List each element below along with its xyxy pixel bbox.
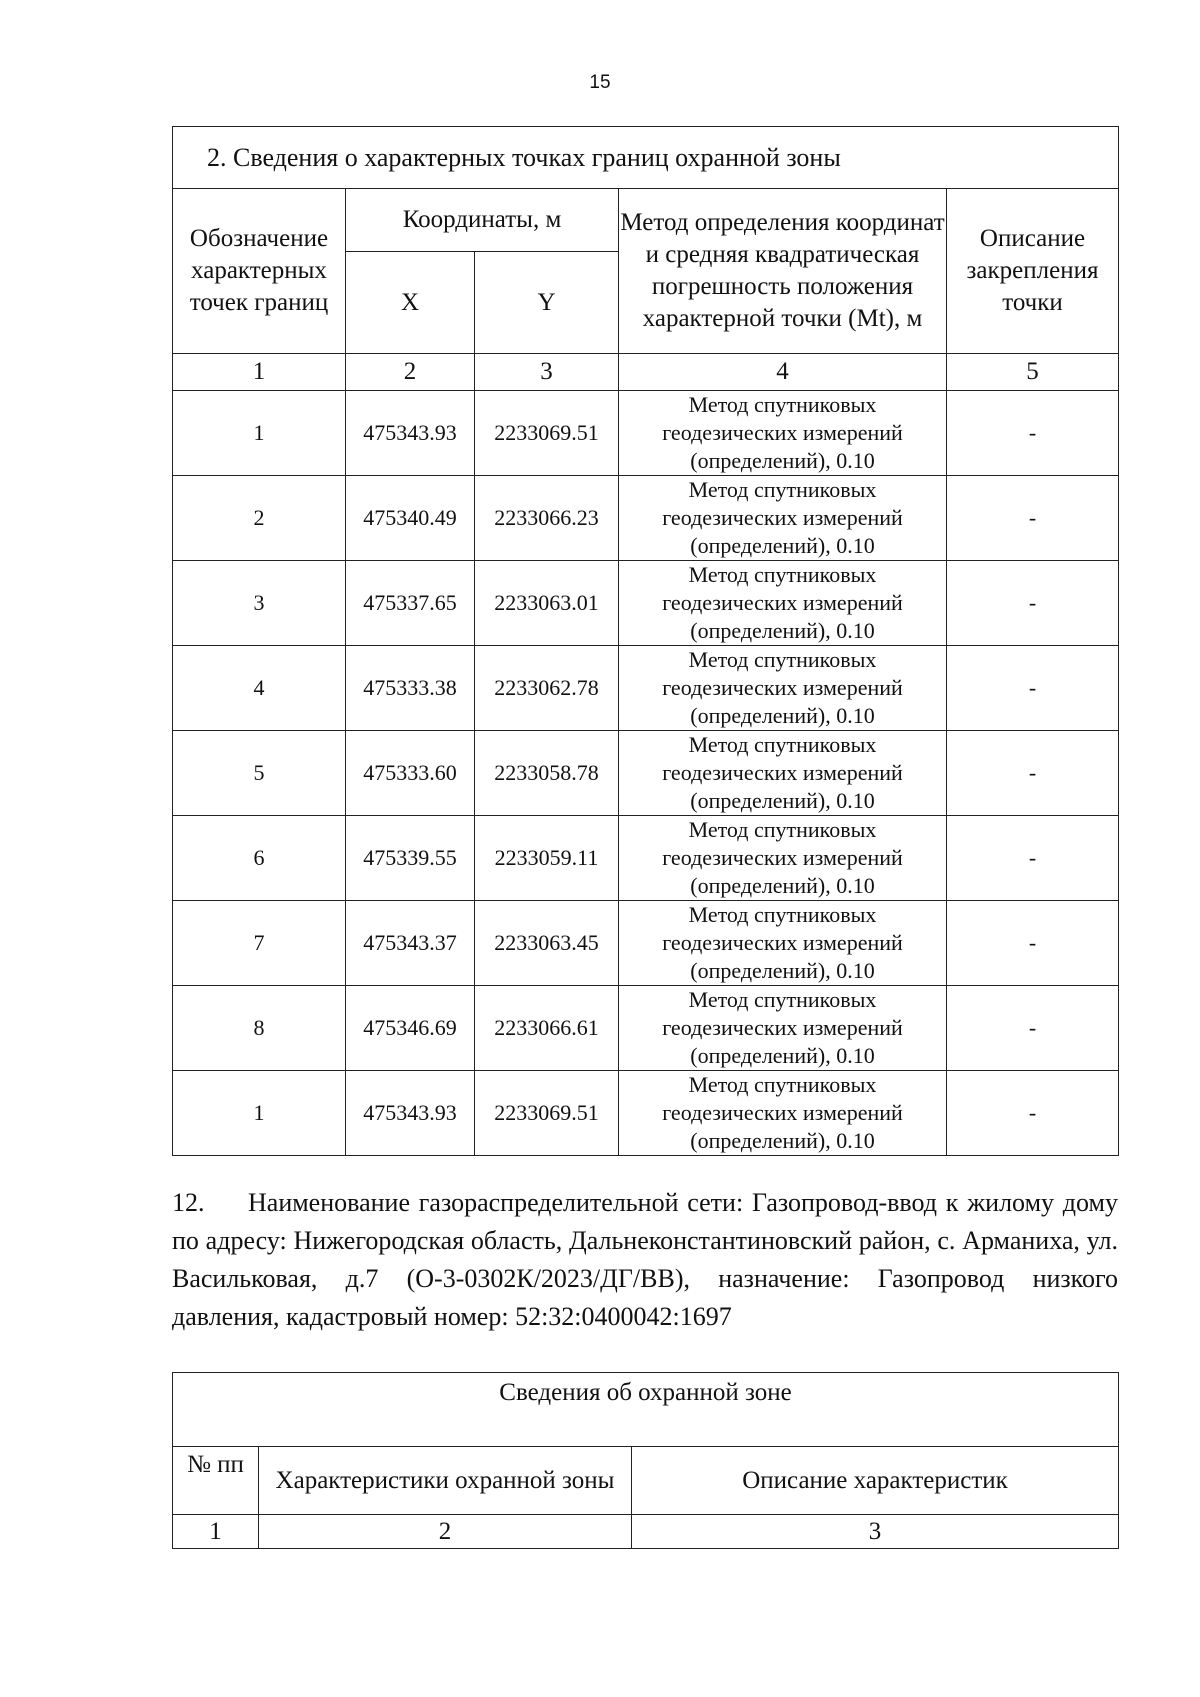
points-table-body [173, 391, 1119, 1156]
table-row [173, 816, 1119, 901]
method-cell: Метод спутниковых геодезических измерений (определений), 0.10 [619, 646, 947, 731]
table-row [173, 901, 1119, 986]
header-y: Y [475, 252, 619, 354]
header-designation: Обозначение характерных точек границ [173, 189, 346, 354]
x-coordinate-cell: 475339.55 [346, 816, 475, 901]
header-num: № пп [173, 1447, 259, 1515]
x-coordinate-cell: 475346.69 [346, 986, 475, 1071]
point-number-cell: 8 [173, 986, 346, 1071]
method-cell: Метод спутниковых геодезических измерений (определений), 0.10 [619, 731, 947, 816]
y-coordinate-cell: 2233063.45 [475, 901, 619, 986]
column-number: 1 [173, 354, 346, 391]
point-number-cell: 1 [173, 1071, 346, 1156]
table-row [173, 646, 1119, 731]
header-description: Описание закрепления точки [947, 189, 1119, 354]
column-number: 3 [632, 1515, 1119, 1549]
point-number-cell: 1 [173, 391, 346, 476]
point-number-cell: 7 [173, 901, 346, 986]
method-cell: Метод спутниковых геодезических измерений (определений), 0.10 [619, 816, 947, 901]
table-row [173, 1071, 1119, 1156]
y-coordinate-cell: 2233058.78 [475, 731, 619, 816]
table-row [173, 561, 1119, 646]
point-number-cell: 5 [173, 731, 346, 816]
fixing-description-cell: - [947, 816, 1119, 901]
fixing-description-cell: - [947, 476, 1119, 561]
point-number-cell: 3 [173, 561, 346, 646]
fixing-description-cell: - [947, 901, 1119, 986]
fixing-description-cell: - [947, 561, 1119, 646]
method-cell: Метод спутниковых геодезических измерений (определений), 0.10 [619, 901, 947, 986]
x-coordinate-cell: 475343.93 [346, 1071, 475, 1156]
table-row [173, 476, 1119, 561]
column-number: 1 [173, 1515, 259, 1549]
column-number: 5 [947, 354, 1119, 391]
point-number-cell: 4 [173, 646, 346, 731]
table-row [173, 731, 1119, 816]
paragraph-text: Наименование газораспределительной сети: Газопровод-ввод к жилому дому по адресу: Нижегородская область, Дальнеконстантиновский район, с. Арманиха, ул. Васильковая, д.7 (О-3-0302К/2023/ДГ/ВВ), назначение: Газопровод низкого давления, кадастровый номер: 52:32:0400042:1697 [172, 1188, 1118, 1331]
table-row [173, 391, 1119, 476]
column-number: 2 [259, 1515, 632, 1549]
x-coordinate-cell: 475343.37 [346, 901, 475, 986]
network-description-paragraph [172, 1184, 1118, 1336]
point-number-cell: 2 [173, 476, 346, 561]
fixing-description-cell: - [947, 1071, 1119, 1156]
y-coordinate-cell: 2233059.11 [475, 816, 619, 901]
zone-table-title: Сведения об охранной зоне [173, 1373, 1119, 1447]
column-number: 4 [619, 354, 947, 391]
fixing-description-cell: - [947, 731, 1119, 816]
method-cell: Метод спутниковых геодезических измерений (определений), 0.10 [619, 476, 947, 561]
column-number: 2 [346, 354, 475, 391]
x-coordinate-cell: 475337.65 [346, 561, 475, 646]
x-coordinate-cell: 475333.38 [346, 646, 475, 731]
header-characteristics: Характеристики охранной зоны [259, 1447, 632, 1515]
page-number: 15 [589, 72, 611, 93]
header-coordinates: Координаты, м [346, 189, 619, 252]
y-coordinate-cell: 2233069.51 [475, 1071, 619, 1156]
protection-zone-table [172, 1372, 1119, 1549]
method-cell: Метод спутниковых геодезических измерений (определений), 0.10 [619, 561, 947, 646]
x-coordinate-cell: 475333.60 [346, 731, 475, 816]
paragraph-number: 12. [172, 1188, 205, 1217]
header-method: Метод определения координат и средняя квадратическая погрешность положения характерной точки (Mt), м [619, 189, 947, 354]
boundary-points-table [172, 126, 1119, 1156]
y-coordinate-cell: 2233069.51 [475, 391, 619, 476]
y-coordinate-cell: 2233062.78 [475, 646, 619, 731]
y-coordinate-cell: 2233063.01 [475, 561, 619, 646]
point-number-cell: 6 [173, 816, 346, 901]
column-number: 3 [475, 354, 619, 391]
method-cell: Метод спутниковых геодезических измерений (определений), 0.10 [619, 986, 947, 1071]
table-row [173, 986, 1119, 1071]
fixing-description-cell: - [947, 646, 1119, 731]
points-table-title: 2. Сведения о характерных точках границ охранной зоны [173, 127, 1119, 189]
x-coordinate-cell: 475340.49 [346, 476, 475, 561]
method-cell: Метод спутниковых геодезических измерений (определений), 0.10 [619, 1071, 947, 1156]
y-coordinate-cell: 2233066.23 [475, 476, 619, 561]
fixing-description-cell: - [947, 391, 1119, 476]
method-cell: Метод спутниковых геодезических измерений (определений), 0.10 [619, 391, 947, 476]
y-coordinate-cell: 2233066.61 [475, 986, 619, 1071]
header-x: X [346, 252, 475, 354]
fixing-description-cell: - [947, 986, 1119, 1071]
x-coordinate-cell: 475343.93 [346, 391, 475, 476]
header-characteristics-description: Описание характеристик [632, 1447, 1119, 1515]
